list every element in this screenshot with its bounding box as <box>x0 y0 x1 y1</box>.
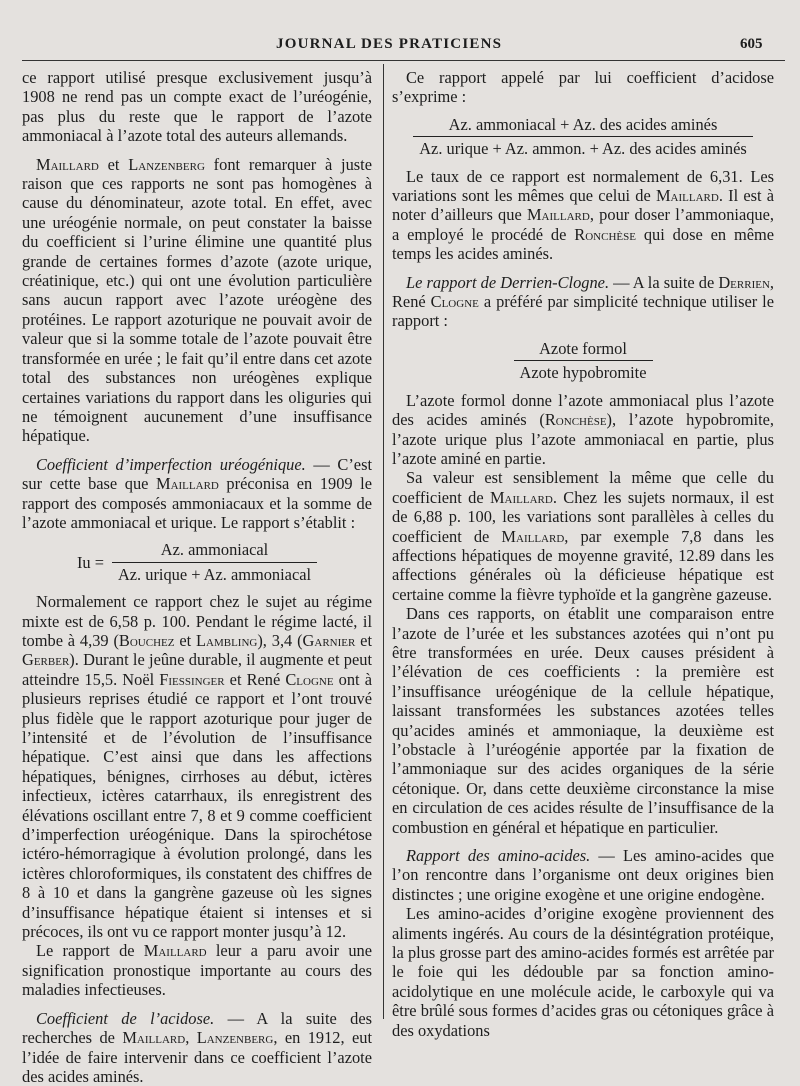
author-name: Fiessinger <box>159 669 225 689</box>
author-name: Maillard <box>36 154 99 174</box>
fraction-denominator: Azote hypobromite <box>514 360 653 382</box>
section-paragraph: Coefficient d’imperfection uréogénique. — C’est sur cette base que Maillard préconisa en 1909 le rapport des composés ammoniacaux et la somme de l’azote ammoniacal et urique. Le rapport s’établit : <box>22 454 373 532</box>
fraction <box>112 540 317 584</box>
header-rule <box>22 60 785 61</box>
author-name: Maillard <box>143 941 207 961</box>
author-name: Garnier <box>302 630 356 650</box>
paragraph: Dans ces rapports, on établit une comparaison entre l’azote de l’urée et les substances azotées qui n’ont pu être transformées en urée. Deux causes président à l’élévation de ces coefficients : la première est l’insuffisance uréogénique de la cellule hépatique, laissant transformées les substances azotées telles qu’acides aminés et ammoniaque, la deuxième est l’obstacle à l’uréogénie apportée par la fixation de l’ammoniaque sur des acides organiques de la série cétonique. Or, dans cette deuxième circonstance la mise en circulation de ces acides résulte de l’insuffisance de la combustion en général et hépatique en particulier. <box>392 604 774 837</box>
author-name: Maillard <box>489 487 553 507</box>
section-paragraph: Coefficient de l’acidose. — A la suite des recherches de Maillard, Lanzenberg, en 1912, eut l’idée de faire intervenir dans ce coefficient l’azote des acides aminés. <box>22 1008 372 1086</box>
right-column <box>392 68 774 1040</box>
paragraph: Ce rapport appelé par lui coefficient d’acidose s’exprime : <box>392 68 774 107</box>
page-number: 605 <box>740 36 763 52</box>
fraction-numerator: Az. ammoniacal <box>160 540 269 560</box>
author-name: Maillard <box>122 1028 186 1048</box>
fraction-numerator: Azote formol <box>539 338 627 358</box>
formula-derrien-clogne <box>392 339 774 383</box>
author-name: Lanzenberg <box>128 154 205 174</box>
running-header <box>0 36 800 58</box>
paragraph: Normalement ce rapport chez le sujet au régime mixte est de 6,58 p. 100. Pendant le régime lacté, il tombe à 4,39 (Bouchez et Lambling), 3,4 (Garnier et Gerber). Durant le jeûne durable, il augmente et peut atteindre 15,5. Noël Fiessinger et René Clogne ont à plusieurs reprises étudié ce rapport et l’ont trouvé plus fidèle que le rapport azoturique pour juger de l’intensité et de l’évolution de l’insuffisance hépatique. C’est ainsi que dans les affections hépatiques, bénignes, cirrhoses au début, ictères infectieux, ictères catarrhaux, ils enregistrent des élévations oscillant entre 7, 8 et 9 comme coefficient d’imperfection uréogénique. Dans la spirochétose ictéro-hémorragique à évolution prolongé, dans les ictères chloroformiques, ils constatent des chiffres de 8 à 10 et dans la gangrène gazeuse où les signes d’insuffisance hépatique étaient si intenses et si précoces, ils ont vu ce rapport monter jusqu’à 12. <box>22 592 373 942</box>
paragraph: ce rapport utilisé presque exclusivement jusqu’à 1908 ne rend pas un compte exact de l’uréogénie, pas plus du reste que le rapport de l’azote ammoniacal à l’azote total des auteurs allemands. <box>22 68 372 146</box>
author-name: Gerber <box>22 650 70 670</box>
author-name: Clogne <box>430 292 479 312</box>
column-divider <box>383 64 384 1019</box>
author-name: Clogne <box>285 669 334 689</box>
paragraph: L’azote formol donne l’azote ammoniacal plus l’azote des acides aminés (Ronchèse), l’azote hypobromite, l’azote urique plus l’azote ammoniacal en partie, plus l’azote aminé en partie. <box>392 390 774 468</box>
author-name: Ronchèse <box>574 224 636 244</box>
paragraph: Maillard et Lanzenberg font remarquer à juste raison que ces rapports ne sont pas homogènes à cause du dénominateur, azote total. En effet, avec une uréogénie normale, on peut constater la baisse du coefficient si l’urine élimine une quantité plus grande de certaines formes d’azote (azote urique, créatinique, etc.) qui ont une évolution particulière sans aucun rapport avec l’azote uréogène des protéines. Le rapport azoturique ne pouvait avoir de valeur que si la somme totale de l’azote pouvait être transformée en urée ; le fait qu’il entre dans cet azote total des substances non uréogènes explique certaines variations du rapport dans les oliguries qui ne témoignent aucunement d’une insuffisance hépatique. <box>22 154 372 446</box>
section-heading: Coefficient de l’acidose. <box>36 1008 215 1028</box>
author-name: Lanzenberg <box>196 1028 274 1048</box>
fraction-denominator: Az. urique + Az. ammon. + Az. des acides aminés <box>413 136 753 158</box>
formula-acidose <box>392 115 774 159</box>
fraction-numerator: Az. ammoniacal + Az. des acides aminés <box>448 114 718 134</box>
paragraph: Le rapport de Maillard leur a paru avoir une signification pronostique importante au cours des maladies infectieuses. <box>22 941 372 1000</box>
author-name: Maillard <box>655 186 719 206</box>
section-heading: Coefficient d’imperfection uréogénique. <box>36 454 306 474</box>
section-heading: Rapport des amino-acides. <box>406 846 591 866</box>
fraction <box>514 339 653 383</box>
paragraph: Sa valeur est sensiblement la même que celle du coefficient de Maillard. Chez les sujets normaux, il est de 6,88 p. 100, les variations sont parallèles à celles du coefficient de Maillard, par exemple 7,8 dans les affections hépatiques de moyenne gravité, 12.89 dans les affections générales où la déficieuse hépatique est certaine comme la fièvre typhoïde et la gangrène gazeuse. <box>392 468 774 604</box>
paragraph: Le taux de ce rapport est normalement de 6,31. Les variations sont les mêmes que celui de Maillard. Il est à noter d’ailleurs que Maillard, pour doser l’ammoniaque, a employé le procédé de Ronchèse qui dose en même temps les acides aminés. <box>392 166 774 264</box>
paragraph: Les amino-acides d’origine exogène proviennent des aliments ingérés. Au cours de la désintégration protéique, la plus grosse part des amino-acides formés est arrêtée par le foie qui les dédouble par sa fonction amino-acidolytique en une molécule acide, le carboxyle qui va être brûlé sous formes d’acides gras ou cétoniques grâce à des oxydations <box>392 904 774 1040</box>
formula-iu <box>22 540 372 584</box>
author-name: Derrien <box>718 272 770 292</box>
author-name: Bouchez <box>118 630 175 650</box>
section-heading: Le rapport de Derrien-Clogne. <box>406 272 610 292</box>
journal-title: JOURNAL DES PRATICIENS <box>276 36 503 52</box>
author-name: Lambling <box>196 630 258 650</box>
left-column <box>22 68 372 1086</box>
fraction <box>413 115 753 159</box>
fraction-denominator: Az. urique + Az. ammoniacal <box>112 562 317 584</box>
author-name: Maillard <box>156 474 219 494</box>
formula-prefix: Iu = <box>76 552 104 572</box>
author-name: Maillard <box>501 526 565 546</box>
section-paragraph: Le rapport de Derrien-Clogne. — A la suite de Derrien, René Clogne a préféré par simplicité technique utiliser le rapport : <box>392 272 775 331</box>
author-name: Ronchèse <box>544 410 607 430</box>
section-paragraph: Rapport des amino-acides. — Les amino-acides que l’on rencontre dans l’organisme ont deux origines bien distinctes ; une origine exogène et une origine endogène. <box>392 846 774 904</box>
author-name: Maillard <box>526 205 590 225</box>
